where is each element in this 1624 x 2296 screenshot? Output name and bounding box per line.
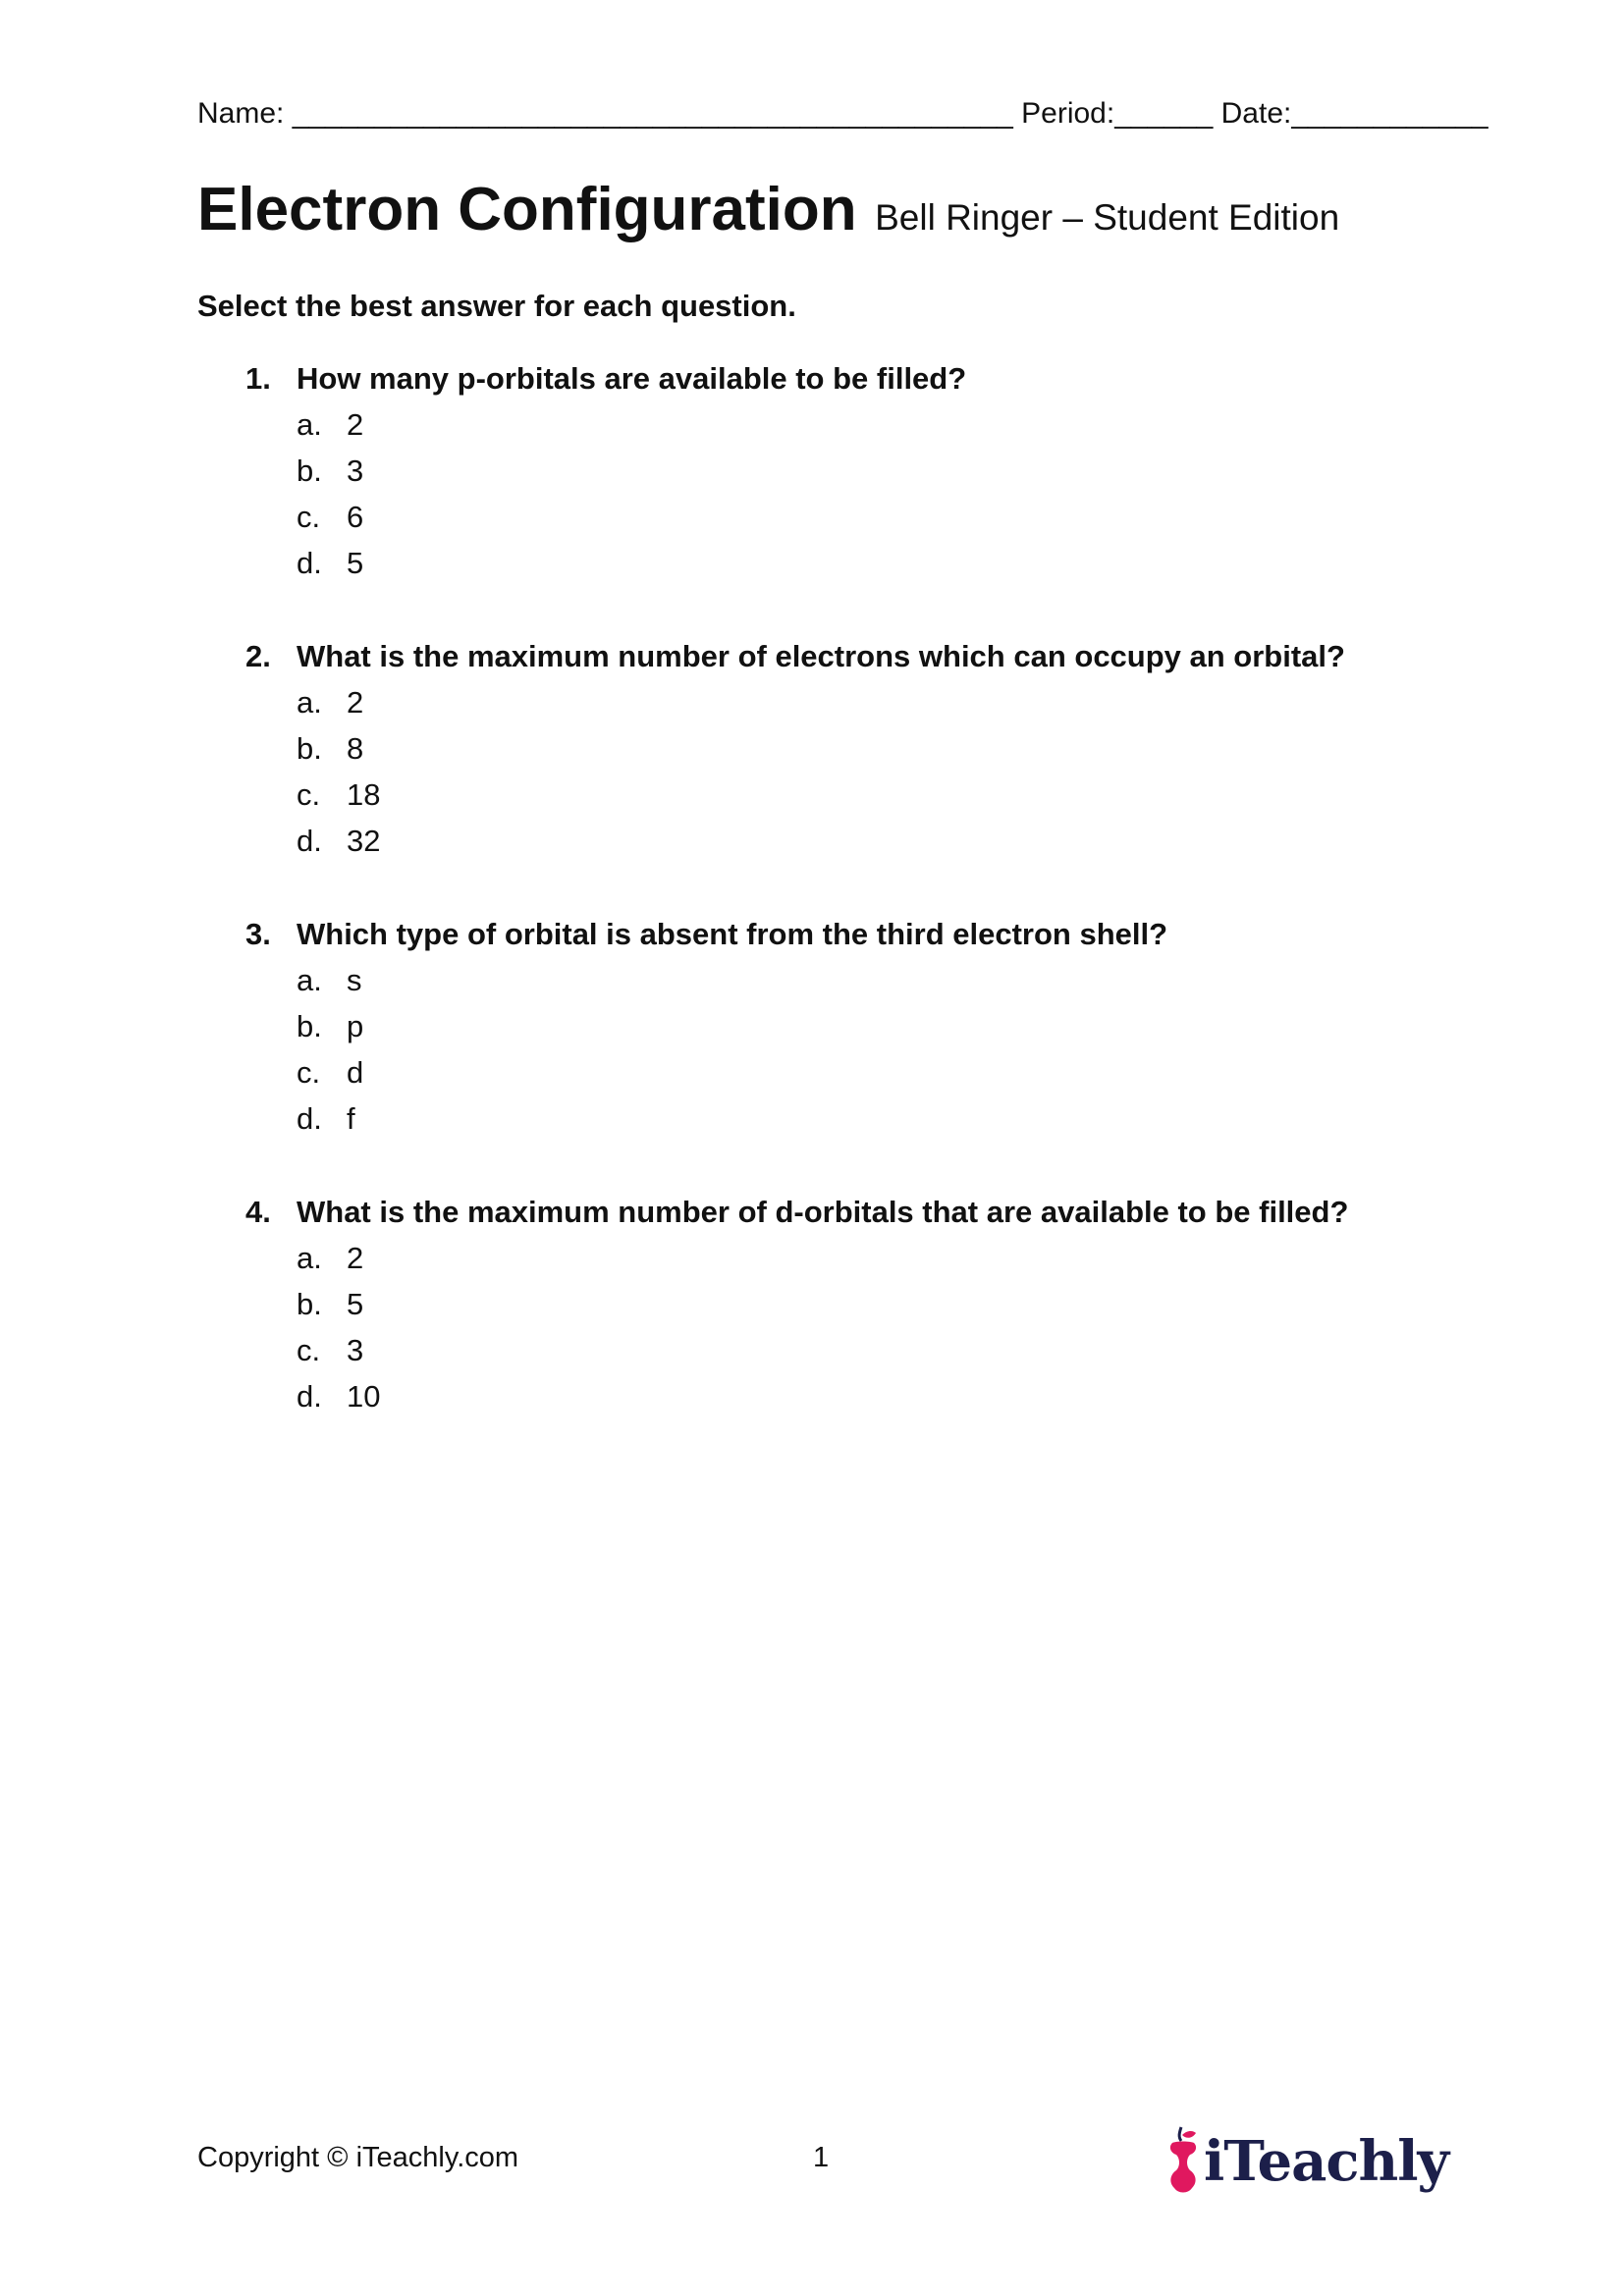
- choice-letter: d.: [297, 824, 322, 858]
- choice-text: 8: [347, 731, 364, 766]
- choice-text: 5: [347, 1287, 364, 1321]
- question-number: 1.: [245, 361, 271, 396]
- logo-wordmark: iTeachly: [1204, 2129, 1449, 2194]
- apple-core-icon: [1166, 2123, 1200, 2200]
- choice-letter: c.: [297, 500, 321, 534]
- choice-c: [245, 498, 1424, 544]
- choice-letter: d.: [297, 1101, 322, 1136]
- choice-text: 32: [347, 824, 381, 858]
- question-text: How many p-orbitals are available to be filled?: [297, 361, 967, 396]
- choice-letter: c.: [297, 1055, 321, 1090]
- question-text: What is the maximum number of d-orbitals that are available to be filled?: [297, 1195, 1349, 1229]
- choice-letter: d.: [297, 1379, 322, 1414]
- choice-list: [245, 961, 1424, 1146]
- choice-text: 2: [347, 407, 364, 442]
- choice-letter: a.: [297, 1241, 322, 1275]
- student-info-line: Name: ____________________________________________ Period:______ Date:____________: [197, 97, 1489, 130]
- choice-b: [245, 729, 1424, 775]
- choice-text: 6: [347, 500, 364, 534]
- page-title: [197, 175, 1339, 245]
- choice-d: [245, 1099, 1424, 1146]
- choice-a: [245, 405, 1424, 452]
- question-4: [245, 1193, 1424, 1423]
- choice-letter: b.: [297, 1009, 322, 1043]
- choice-d: [245, 1377, 1424, 1423]
- choice-letter: b.: [297, 731, 322, 766]
- footer-copyright: Copyright © iTeachly.com: [197, 2142, 519, 2173]
- choice-d: [245, 822, 1424, 868]
- choice-letter: c.: [297, 777, 321, 812]
- choice-text: s: [347, 963, 362, 997]
- choice-text: d: [347, 1055, 364, 1090]
- choice-letter: b.: [297, 1287, 322, 1321]
- question-text: What is the maximum number of electrons which can occupy an orbital?: [297, 639, 1345, 673]
- choice-text: 18: [347, 777, 381, 812]
- choice-a: [245, 961, 1424, 1007]
- question-title: [245, 1193, 1424, 1232]
- choice-letter: a.: [297, 407, 322, 442]
- choice-list: [245, 683, 1424, 868]
- question-2: [245, 637, 1424, 868]
- choice-text: 2: [347, 685, 364, 720]
- choice-b: [245, 452, 1424, 498]
- question-number: 4.: [245, 1195, 271, 1229]
- choice-c: [245, 775, 1424, 822]
- choice-a: [245, 1239, 1424, 1285]
- choice-text: 5: [347, 546, 364, 580]
- choice-d: [245, 544, 1424, 590]
- choice-b: [245, 1285, 1424, 1331]
- choice-list: [245, 1239, 1424, 1423]
- choice-b: [245, 1007, 1424, 1053]
- choice-c: [245, 1053, 1424, 1099]
- choice-list: [245, 405, 1424, 590]
- choice-letter: c.: [297, 1333, 321, 1367]
- choice-letter: d.: [297, 546, 322, 580]
- question-number: 3.: [245, 917, 271, 951]
- choice-text: f: [347, 1101, 355, 1136]
- choice-text: p: [347, 1009, 364, 1043]
- title-main: Electron Configuration: [197, 176, 857, 243]
- question-title: [245, 915, 1424, 954]
- choice-c: [245, 1331, 1424, 1377]
- page-number: 1: [813, 2142, 830, 2173]
- question-title: [245, 637, 1424, 676]
- choice-text: 3: [347, 1333, 364, 1367]
- choice-letter: b.: [297, 454, 322, 488]
- choice-a: [245, 683, 1424, 729]
- question-3: [245, 915, 1424, 1146]
- instructions: Select the best answer for each question.: [197, 289, 796, 323]
- choice-text: 10: [347, 1379, 381, 1414]
- question-text: Which type of orbital is absent from the third electron shell?: [297, 917, 1168, 951]
- choice-text: 3: [347, 454, 364, 488]
- iteachly-logo: [1166, 2122, 1448, 2201]
- question-1: [245, 359, 1424, 590]
- choice-letter: a.: [297, 685, 322, 720]
- choice-text: 2: [347, 1241, 364, 1275]
- choice-letter: a.: [297, 963, 322, 997]
- question-title: [245, 359, 1424, 399]
- question-number: 2.: [245, 639, 271, 673]
- title-subtitle: Bell Ringer – Student Edition: [875, 197, 1340, 238]
